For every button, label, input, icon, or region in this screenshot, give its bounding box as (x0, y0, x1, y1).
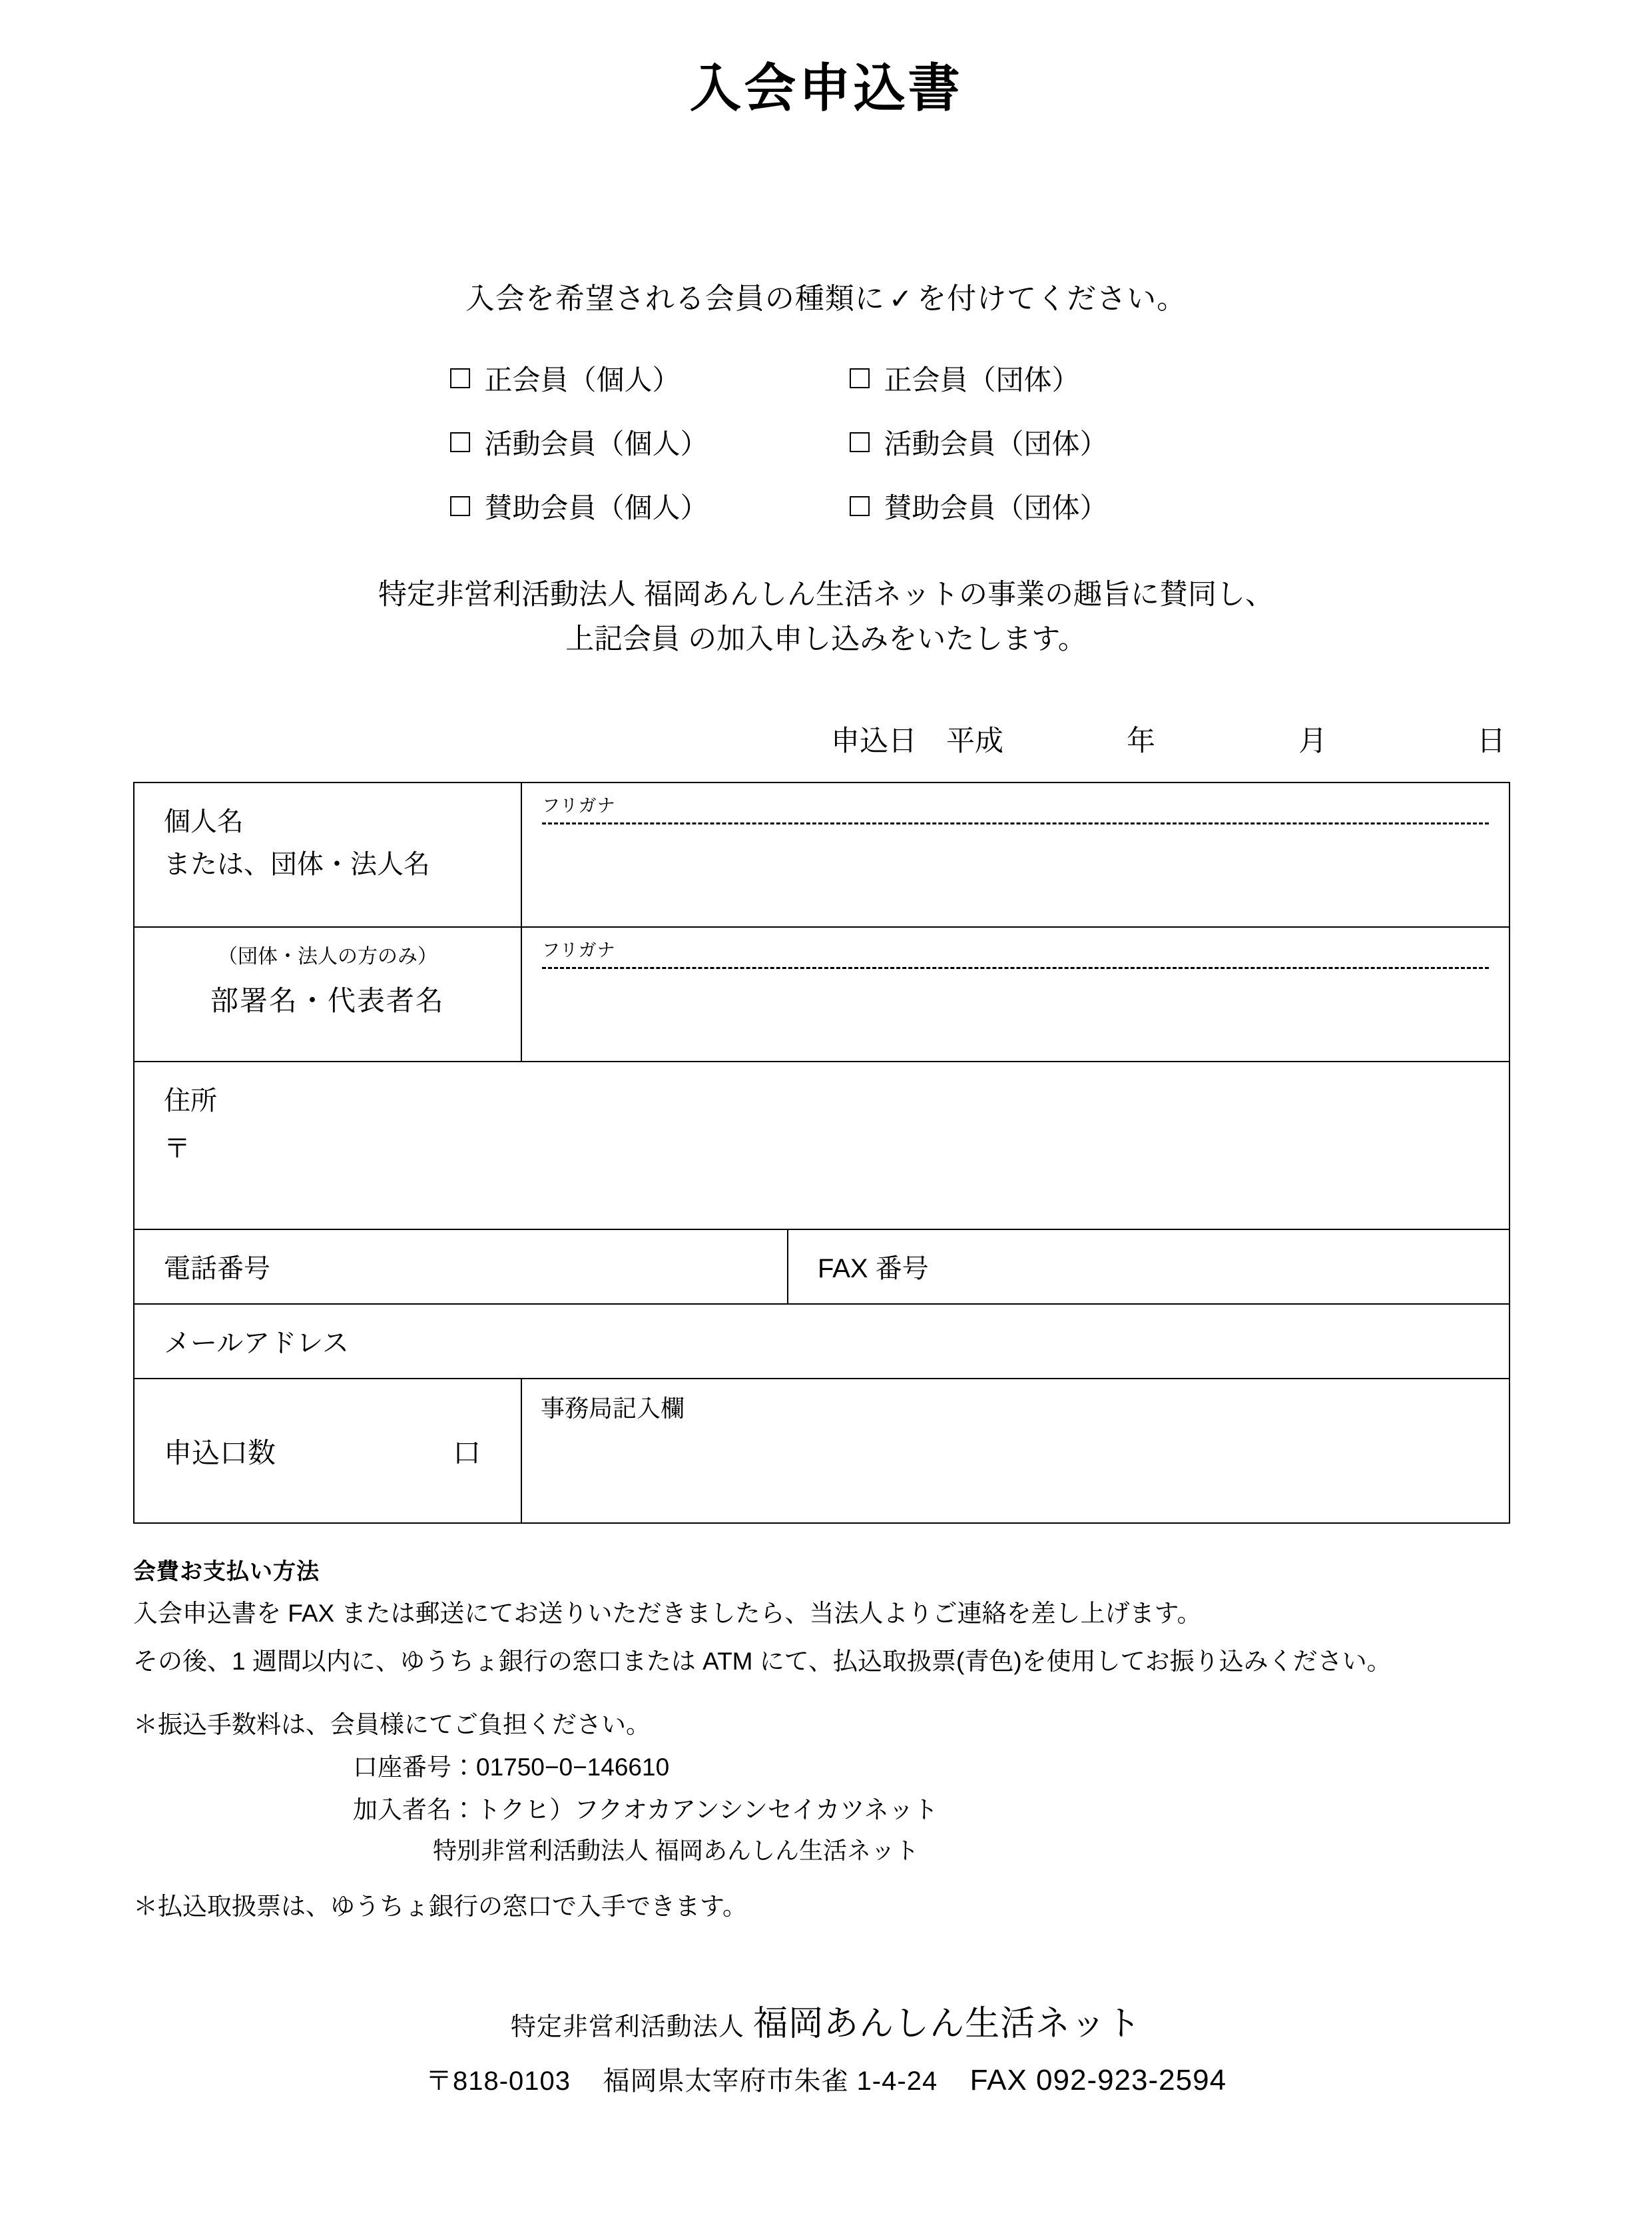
units-label-cell[interactable] (134, 1379, 521, 1523)
agreement-statement-line2: 上記会員 の加入申し込みをいたします。 (565, 623, 1087, 655)
membership-option-label: 賛助会員（団体） (884, 492, 1108, 523)
application-date-line (133, 719, 1519, 759)
payment-note-fee: ＊振込手数料は、会員様にてご負担ください。 (133, 1711, 651, 1739)
payment-section (133, 1553, 1519, 1922)
table-row-tel-fax (134, 1229, 1510, 1304)
checkbox-icon[interactable] (450, 432, 470, 452)
payment-heading: 会費お支払い方法 (133, 1559, 320, 1585)
payment-line-1: 入会申込書を FAX または郵送にてお送りいただきましたら、当法人よりご連絡を差し上げます。 (133, 1600, 1202, 1628)
checkmark-icon: ✓ (888, 283, 914, 314)
footer-organization (133, 1995, 1519, 2045)
footer-postal: 〒818-0103 (425, 2067, 571, 2096)
membership-option-label: 正会員（個人） (484, 364, 681, 396)
fax-label: FAX 番号 (818, 1254, 929, 1284)
membership-option-supporting-group[interactable] (850, 486, 1203, 526)
payment-note-slip: ＊払込取扱票は、ゆうちょ銀行の窓口で入手できます。 (133, 1893, 748, 1921)
payment-account-name: 特別非営利活動法人 福岡あんしん生活ネット (433, 1837, 920, 1865)
checkbox-icon[interactable] (450, 368, 470, 388)
name-value-cell[interactable] (521, 783, 1510, 927)
agreement-statement-line1: 特定非営利活動法人 福岡あんしん生活ネットの事業の趣旨に賛同し、 (378, 579, 1274, 611)
agreement-statement (133, 573, 1519, 661)
table-row-units (134, 1379, 1510, 1523)
membership-option-label: 賛助会員（個人） (484, 492, 708, 523)
department-value-cell[interactable] (521, 927, 1510, 1062)
applicant-info-table (133, 782, 1510, 1524)
intro-prefix-text: 入会を希望される会員の種類に (465, 282, 885, 315)
checkbox-icon[interactable] (450, 496, 470, 516)
application-date-day-unit: 日 (1477, 725, 1506, 758)
page-title: 入会申込書 (689, 59, 963, 117)
application-date-year-unit: 年 (1127, 725, 1155, 758)
address-cell[interactable] (134, 1062, 1510, 1229)
address-label: 住所 (164, 1086, 217, 1116)
furigana-dashed-line (542, 822, 1489, 824)
units-unit-label: 口 (452, 1436, 481, 1468)
furigana-label: フリガナ (542, 796, 616, 816)
membership-option-label: 活動会員（団体） (884, 428, 1108, 460)
membership-option-supporting-individual[interactable] (450, 486, 850, 526)
table-row-name (134, 783, 1510, 927)
membership-option-active-group[interactable] (850, 422, 1203, 462)
checkbox-icon[interactable] (850, 496, 870, 516)
membership-option-active-individual[interactable] (450, 422, 850, 462)
name-label-line2: または、団体・法人名 (164, 850, 430, 880)
furigana-label: フリガナ (542, 940, 616, 961)
footer (133, 1995, 1519, 2098)
postal-code-mark: 〒 (164, 1134, 190, 1164)
footer-address-line (133, 2060, 1519, 2098)
payment-account-number: 口座番号：01750−0−146610 (353, 1753, 670, 1781)
office-use-cell[interactable] (521, 1379, 1510, 1523)
furigana-dashed-line (542, 967, 1489, 969)
intro-suffix-text: を付けてください。 (917, 282, 1187, 315)
email-cell[interactable] (134, 1304, 1510, 1379)
footer-address: 福岡県太宰府市朱雀 1-4-24 (603, 2067, 938, 2096)
name-label-line1: 個人名 (164, 807, 244, 837)
table-row-address (134, 1062, 1510, 1229)
footer-org-name: 福岡あんしん生活ネット (753, 2005, 1142, 2044)
email-label: メールアドレス (164, 1329, 349, 1359)
department-label-cell (134, 927, 521, 1062)
department-label-small: （団体・法人の方のみ） (218, 946, 437, 968)
application-date-era: 平成 (946, 725, 1003, 758)
membership-type-options (450, 358, 1203, 526)
tel-label: 電話番号 (164, 1254, 270, 1284)
membership-option-regular-group[interactable] (850, 358, 1203, 398)
office-use-label: 事務局記入欄 (541, 1395, 685, 1423)
department-label-big: 部署名・代表者名 (210, 984, 445, 1016)
payment-account-name-kana: 加入者名：トクヒ）フクオカアンシンセイカツネット (353, 1796, 938, 1824)
checkbox-icon[interactable] (850, 432, 870, 452)
units-label: 申込口数 (164, 1436, 276, 1468)
membership-option-label: 正会員（団体） (884, 364, 1080, 396)
application-date-label: 申込日 (831, 725, 917, 758)
tel-cell[interactable] (134, 1229, 788, 1304)
fax-cell[interactable] (788, 1229, 1510, 1304)
name-label-cell (134, 783, 521, 927)
table-row-email (134, 1304, 1510, 1379)
membership-option-regular-individual[interactable] (450, 358, 850, 398)
membership-option-label: 活動会員（個人） (484, 428, 708, 460)
footer-org-prefix: 特定非営利活動法人 (510, 2013, 744, 2042)
application-date-month-unit: 月 (1298, 725, 1327, 758)
checkbox-icon[interactable] (850, 368, 870, 388)
footer-fax: FAX 092-923-2594 (969, 2064, 1227, 2097)
table-row-department (134, 927, 1510, 1062)
intro-instruction (133, 274, 1519, 317)
payment-line-2: その後、1 週間以内に、ゆうちょ銀行の窓口または ATM にて、払込取扱票(青色)を使用してお振り込みください。 (133, 1648, 1392, 1676)
